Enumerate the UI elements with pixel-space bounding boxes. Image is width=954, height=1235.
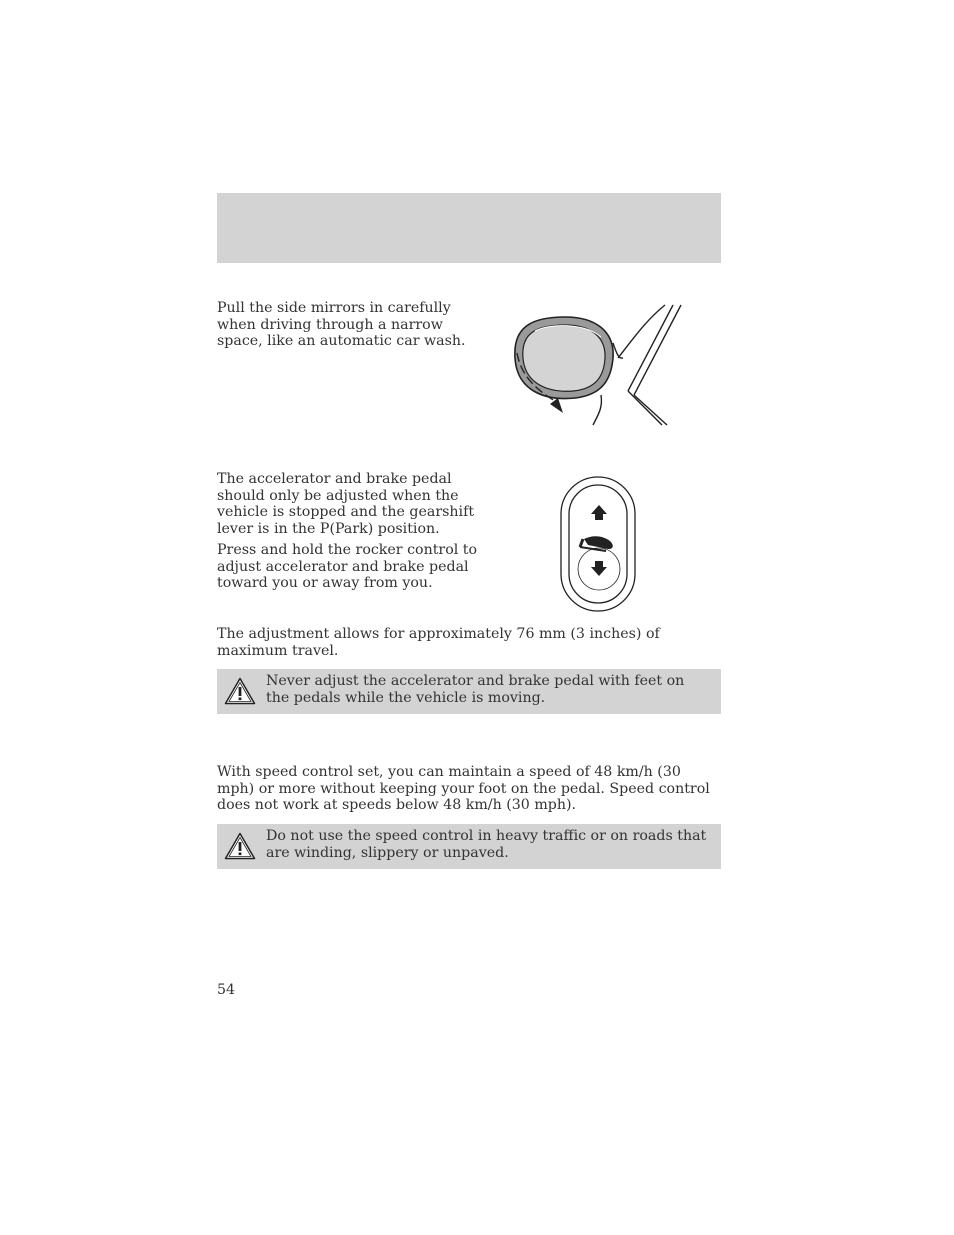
pedal-warning-text: Never adjust the accelerator and brake pedal with feet on the pedals while the vehicle is moving. (266, 673, 685, 706)
mirror-fold-illustration (505, 303, 690, 428)
speed-warning-text: Do not use the speed control in heavy traffic or on roads that are winding, slippery or unpaved. (266, 828, 707, 861)
page-number: 54 (217, 982, 236, 998)
pedal-adjust-text: The accelerator and brake pedal should only be adjusted when the vehicle is stopped and the gearshift lever is in the P(Park) position. (217, 471, 475, 537)
speed-control-text: With speed control set, you can maintain a speed of 48 km/h (30 mph) or more without keeping your foot on the pedal. Speed control does not work at speeds below 48 km/h (30 mph). (217, 764, 710, 814)
section-header-bar (217, 193, 721, 263)
pedal-warning-box (217, 669, 721, 714)
warning-triangle-icon (224, 677, 256, 705)
pedal-travel-text: The adjustment allows for approximately 76 mm (3 inches) of maximum travel. (217, 626, 660, 659)
pedal-rocker-switch-illustration (558, 475, 638, 613)
rocker-control-text: Press and hold the rocker control to adjust accelerator and brake pedal toward you or away from you. (217, 542, 478, 592)
warning-triangle-icon (224, 832, 256, 860)
speed-warning-box (217, 824, 721, 869)
mirror-instruction-text: Pull the side mirrors in carefully when driving through a narrow space, like an automatic car wash. (217, 300, 466, 350)
